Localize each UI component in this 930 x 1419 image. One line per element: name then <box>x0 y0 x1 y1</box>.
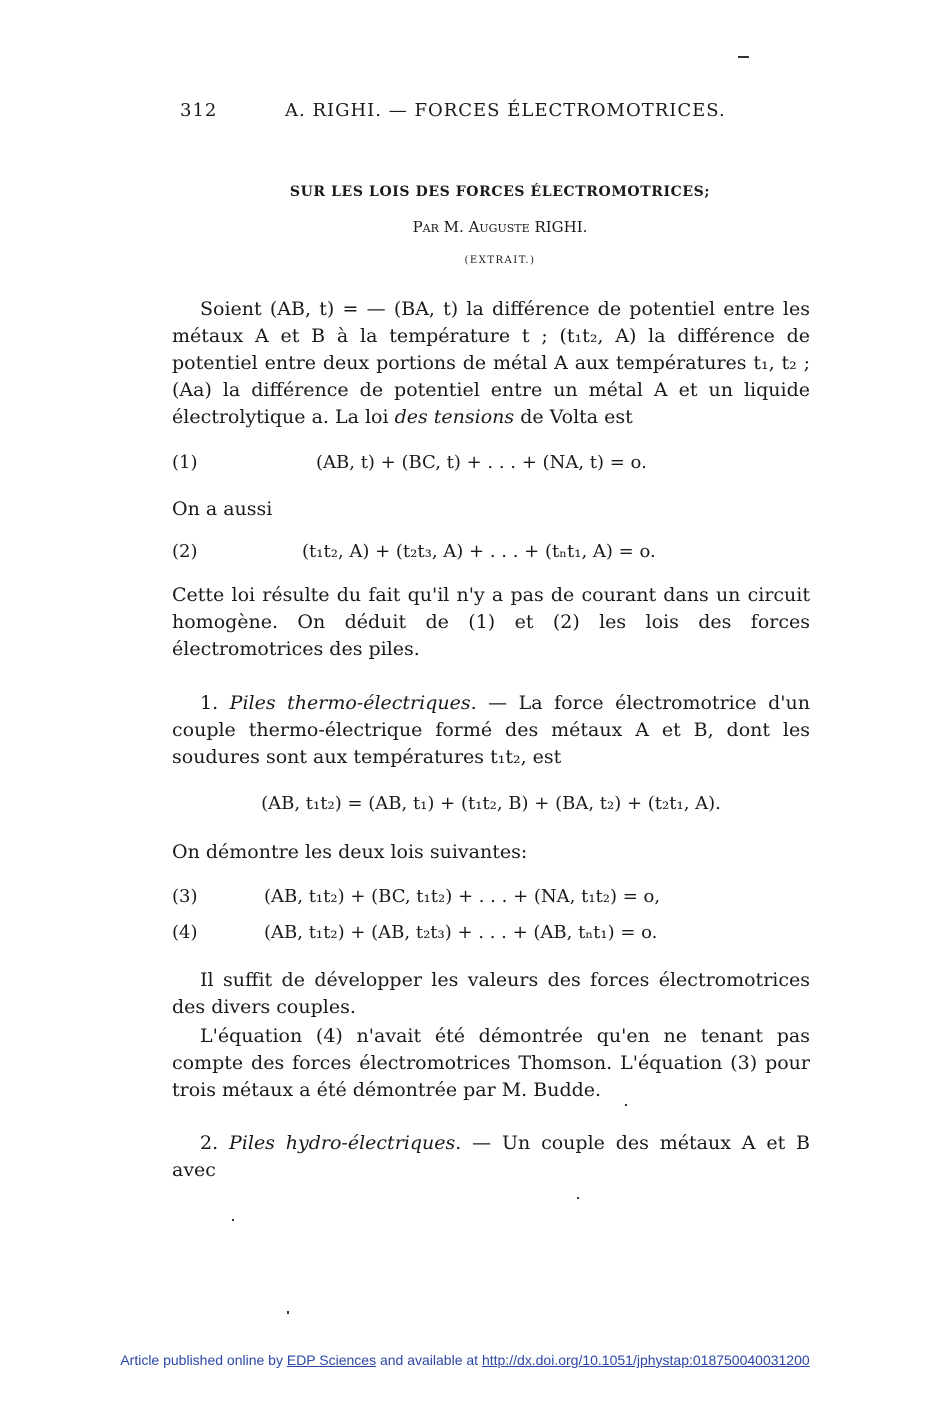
equation-4 <box>172 922 810 952</box>
equation-number: (1) <box>172 452 198 473</box>
page-number: 312 <box>180 100 218 121</box>
publication-footer <box>0 1352 930 1368</box>
scan-speck <box>287 1311 289 1314</box>
paragraph-4: L'équation (4) n'avait été démontrée qu'en ne tenant pas compte des forces électromotrices Thomson. L'équation (3) pour trois métaux a été démontrée par M. Budde. <box>172 1025 810 1101</box>
equation-body: (AB, t₁t₂) + (BC, t₁t₂) + . . . + (NA, t₁t₂) = o, <box>264 886 661 907</box>
extract-note: (EXTRAIT.) <box>464 255 536 266</box>
publisher-link[interactable]: EDP Sciences <box>286 1352 377 1368</box>
page-header <box>180 100 726 128</box>
intro-text-end: de Volta est <box>514 406 633 428</box>
running-title: A. RIGHI. — FORCES ÉLECTROMOTRICES. <box>285 100 726 121</box>
section-heading: Piles hydro-électriques. <box>229 1132 462 1154</box>
scan-mark <box>738 56 749 58</box>
doi-link[interactable]: http://dx.doi.org/10.1051/jphystap:018750040031200 <box>481 1352 810 1368</box>
paragraph-3: Il suffit de développer les valeurs des forces électromotrices des divers couples. <box>172 969 810 1018</box>
scan-speck <box>625 1104 627 1106</box>
section-1-paragraph <box>172 690 810 771</box>
intro-paragraph <box>172 296 810 431</box>
section-number: 2. <box>200 1132 219 1154</box>
intro-emphasis: des tensions <box>394 406 515 428</box>
equation-main: (AB, t₁t₂) = (AB, t₁) + (t₁t₂, B) + (BA, t₂) + (t₂t₁, A). <box>261 793 721 814</box>
scan-speck <box>577 1197 579 1199</box>
section-2-paragraph <box>172 1130 810 1184</box>
article-title: SUR LES LOIS DES FORCES ÉLECTROMOTRICES; <box>289 184 711 200</box>
paragraph-2: Cette loi résulte du fait qu'il n'y a pas de courant dans un circuit homogène. On déduit de (1) et (2) les lois des forces électromotrices des piles. <box>172 584 810 660</box>
equation-1 <box>172 452 810 482</box>
footer-prefix: Article published online by <box>120 1352 287 1368</box>
equation-number: (4) <box>172 922 198 943</box>
equation-2 <box>172 541 810 571</box>
equation-body: (AB, t₁t₂) + (AB, t₂t₃) + . . . + (AB, tₙt₁) = o. <box>264 922 658 943</box>
section-number: 1. <box>200 692 219 714</box>
author-first-name: Auguste <box>468 218 530 236</box>
section-text: — La force électromotrice d'un couple thermo-électrique formé des métaux A et B, dont les soudures sont aux températures t₁t₂, est <box>172 692 810 768</box>
scan-speck <box>232 1219 234 1221</box>
equation-body: (t₁t₂, A) + (t₂t₃, A) + . . . + (tₙt₁, A) = o. <box>302 541 656 562</box>
author-prefix: Par M. <box>412 218 464 236</box>
equation-body: (AB, t) + (BC, t) + . . . + (NA, t) = o. <box>316 452 647 473</box>
equation-3 <box>172 886 810 916</box>
footer-middle: and available at <box>376 1352 482 1368</box>
on-a-aussi: On a aussi <box>172 498 273 520</box>
section-heading: Piles thermo-électriques. <box>229 692 477 714</box>
on-demontre: On démontre les deux lois suivantes: <box>172 841 528 863</box>
section-text: — Un couple des métaux A et B avec <box>172 1132 811 1181</box>
author-line <box>170 218 830 236</box>
equation-number: (2) <box>172 541 198 562</box>
author-last-name: RIGHI. <box>534 218 588 236</box>
equation-number: (3) <box>172 886 198 907</box>
intro-text: Soient (AB, t) = — (BA, t) la différence de potentiel entre les métaux A et B à la température t ; (t₁t₂, A) la différence de potentiel entre deux portions de métal A aux températures t₁, t₂ ; (Aa) la différence de potentiel entre un métal A et un liquide électrolytique a. La loi <box>172 298 810 428</box>
